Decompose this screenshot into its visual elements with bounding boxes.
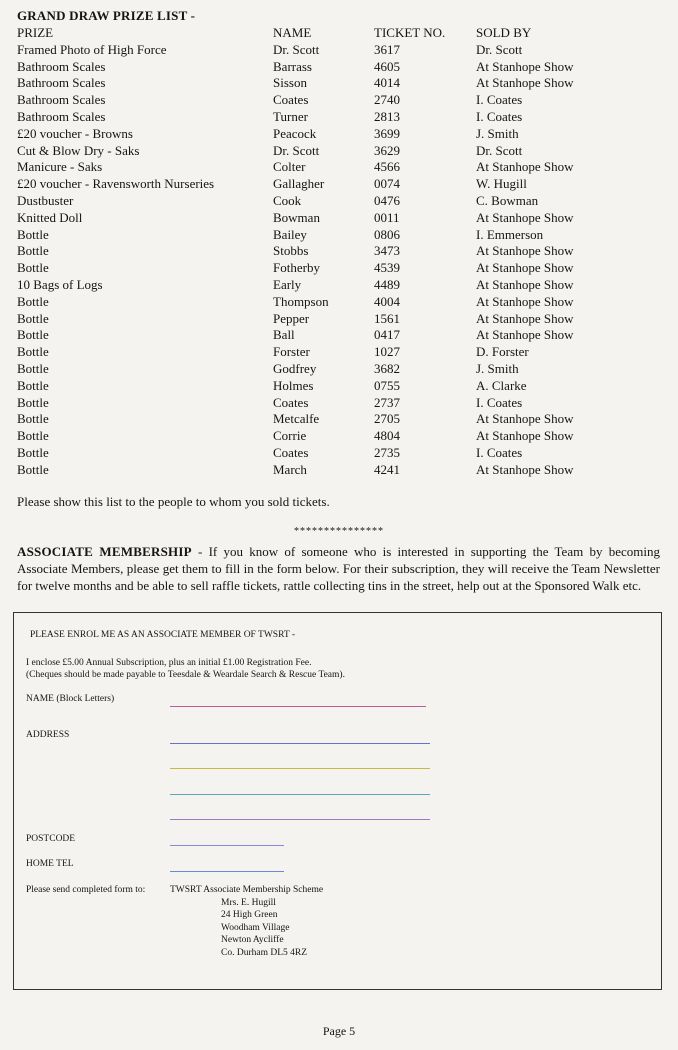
cell-prize: Cut & Blow Dry - Saks bbox=[17, 142, 140, 158]
cell-prize: Bottle bbox=[17, 344, 49, 360]
address-line-1[interactable] bbox=[170, 743, 430, 744]
cell-sold-by: At Stanhope Show bbox=[476, 75, 574, 91]
send-to-line-2: Mrs. E. Hugill bbox=[221, 898, 276, 908]
cell-sold-by: I. Coates bbox=[476, 92, 523, 108]
cell-name: Pepper bbox=[273, 310, 310, 326]
cell-sold-by: At Stanhope Show bbox=[476, 411, 574, 427]
cell-prize: Bottle bbox=[17, 411, 49, 427]
cell-ticket: 4566 bbox=[374, 159, 400, 175]
send-to-line-4: Woodham Village bbox=[221, 923, 290, 933]
cell-ticket: 4241 bbox=[374, 461, 400, 477]
prize-list-heading: GRAND DRAW PRIZE LIST - bbox=[17, 8, 196, 23]
address-line-3[interactable] bbox=[170, 794, 430, 795]
send-to-line-6: Co. Durham DL5 4RZ bbox=[221, 948, 308, 958]
cell-sold-by: At Stanhope Show bbox=[476, 293, 574, 309]
cell-sold-by: W. Hugill bbox=[476, 176, 527, 192]
name-label: NAME (Block Letters) bbox=[26, 694, 115, 704]
cell-sold-by: At Stanhope Show bbox=[476, 58, 574, 74]
cell-prize: Bottle bbox=[17, 444, 49, 460]
separator: *************** bbox=[294, 526, 384, 537]
cell-prize: Bottle bbox=[17, 428, 49, 444]
cell-sold-by: At Stanhope Show bbox=[476, 209, 574, 225]
cell-ticket: 2737 bbox=[374, 394, 400, 410]
cell-prize: Bottle bbox=[17, 226, 49, 242]
cell-prize: £20 voucher - Browns bbox=[17, 125, 133, 141]
cell-name: Thompson bbox=[273, 293, 329, 309]
send-label: Please send completed form to: bbox=[26, 885, 146, 895]
cell-name: Bowman bbox=[273, 209, 320, 225]
cell-sold-by: At Stanhope Show bbox=[476, 276, 574, 292]
cell-sold-by: I. Coates bbox=[476, 444, 523, 460]
cell-sold-by: At Stanhope Show bbox=[476, 243, 574, 259]
cell-name: Godfrey bbox=[273, 360, 317, 376]
cell-ticket: 4605 bbox=[374, 58, 400, 74]
cell-ticket: 2705 bbox=[374, 411, 400, 427]
associate-membership-paragraph bbox=[17, 543, 660, 594]
cell-prize: Dustbuster bbox=[17, 192, 74, 208]
cell-name: Coates bbox=[273, 394, 309, 410]
cell-sold-by: Dr. Scott bbox=[476, 142, 523, 158]
cell-ticket: 1561 bbox=[374, 310, 400, 326]
cell-ticket: 0755 bbox=[374, 377, 400, 393]
postcode-label: POSTCODE bbox=[26, 834, 76, 844]
cell-prize: Bottle bbox=[17, 243, 49, 259]
cell-ticket: 0074 bbox=[374, 176, 400, 192]
cell-prize: Bottle bbox=[17, 260, 49, 276]
cell-name: Cook bbox=[273, 192, 302, 208]
cell-name: March bbox=[273, 461, 307, 477]
cell-name: Dr. Scott bbox=[273, 142, 320, 158]
cell-ticket: 3617 bbox=[374, 41, 400, 57]
cell-name: Dr. Scott bbox=[273, 41, 320, 57]
cell-name: Corrie bbox=[273, 428, 307, 444]
cell-prize: Bottle bbox=[17, 327, 49, 343]
cell-name: Gallagher bbox=[273, 176, 325, 192]
cell-ticket: 2740 bbox=[374, 92, 400, 108]
cell-name: Turner bbox=[273, 108, 308, 124]
cell-ticket: 0011 bbox=[374, 209, 400, 225]
cell-prize: Bathroom Scales bbox=[17, 75, 106, 91]
cell-prize: Bottle bbox=[17, 394, 49, 410]
column-header-prize: PRIZE bbox=[17, 25, 54, 40]
show-list-note: Please show this list to the people to whom you sold tickets. bbox=[17, 494, 330, 509]
cell-ticket: 0417 bbox=[374, 327, 400, 343]
cell-ticket: 3682 bbox=[374, 360, 400, 376]
cell-ticket: 3473 bbox=[374, 243, 400, 259]
address-line-4[interactable] bbox=[170, 819, 430, 820]
cell-prize: Bathroom Scales bbox=[17, 92, 106, 108]
send-to-line-3: 24 High Green bbox=[221, 910, 278, 920]
cell-sold-by: At Stanhope Show bbox=[476, 327, 574, 343]
cell-ticket: 0476 bbox=[374, 192, 400, 208]
address-line-2[interactable] bbox=[170, 768, 430, 769]
cell-name: Peacock bbox=[273, 125, 317, 141]
cell-ticket: 4489 bbox=[374, 276, 400, 292]
cell-ticket: 4004 bbox=[374, 293, 400, 309]
cell-prize: £20 voucher - Ravensworth Nurseries bbox=[17, 176, 215, 192]
cell-name: Forster bbox=[273, 344, 310, 360]
cell-name: Ball bbox=[273, 327, 295, 343]
enrol-heading: PLEASE ENROL ME AS AN ASSOCIATE MEMBER OF TWSRT - bbox=[30, 630, 296, 640]
cell-ticket: 4539 bbox=[374, 260, 400, 276]
cell-ticket: 2813 bbox=[374, 108, 400, 124]
cell-prize: Bottle bbox=[17, 293, 49, 309]
home-tel-label: HOME TEL bbox=[26, 859, 74, 869]
cell-name: Metcalfe bbox=[273, 411, 320, 427]
cell-prize: Manicure - Saks bbox=[17, 159, 103, 175]
cell-name: Coates bbox=[273, 92, 309, 108]
cell-sold-by: At Stanhope Show bbox=[476, 159, 574, 175]
cell-prize: Framed Photo of High Force bbox=[17, 41, 167, 57]
send-to-line-5: Newton Aycliffe bbox=[221, 935, 284, 945]
cell-ticket: 4804 bbox=[374, 428, 400, 444]
column-header-name: NAME bbox=[273, 25, 312, 40]
cell-prize: Knitted Doll bbox=[17, 209, 83, 225]
cell-sold-by: D. Forster bbox=[476, 344, 529, 360]
cell-sold-by: Dr. Scott bbox=[476, 41, 523, 57]
cell-name: Coates bbox=[273, 444, 309, 460]
enclose-text: I enclose £5.00 Annual Subscription, plus an initial £1.00 Registration Fee. bbox=[26, 658, 312, 668]
cell-prize: Bathroom Scales bbox=[17, 58, 106, 74]
cell-sold-by: I. Emmerson bbox=[476, 226, 544, 242]
cell-ticket: 4014 bbox=[374, 75, 400, 91]
cell-ticket: 0806 bbox=[374, 226, 400, 242]
cell-name: Barrass bbox=[273, 58, 312, 74]
cell-prize: Bottle bbox=[17, 360, 49, 376]
cell-sold-by: At Stanhope Show bbox=[476, 461, 574, 477]
cell-sold-by: I. Coates bbox=[476, 394, 523, 410]
cell-prize: 10 Bags of Logs bbox=[17, 276, 103, 292]
column-header-ticket: TICKET NO. bbox=[374, 25, 446, 40]
associate-membership-title: ASSOCIATE MEMBERSHIP bbox=[17, 544, 192, 559]
cell-prize: Bottle bbox=[17, 461, 49, 477]
cell-name: Stobbs bbox=[273, 243, 309, 259]
cell-sold-by: At Stanhope Show bbox=[476, 310, 574, 326]
home-tel-line[interactable] bbox=[170, 871, 284, 872]
cell-ticket: 3699 bbox=[374, 125, 400, 141]
cell-name: Holmes bbox=[273, 377, 314, 393]
cheques-text: (Cheques should be made payable to Teesdale & Weardale Search & Rescue Team). bbox=[26, 670, 345, 680]
cell-ticket: 1027 bbox=[374, 344, 400, 360]
associate-membership-text: - If you know of someone who is interested in supporting the Team by becoming Associate Members, please get them to fill in the form below. For their subscription, they will receive the Team Newsletter for twelve months and be able to sell raffle tickets, rattle collecting tins in the street, help out at the Sponsored Walk etc. bbox=[17, 544, 660, 593]
cell-ticket: 3629 bbox=[374, 142, 400, 158]
cell-name: Bailey bbox=[273, 226, 307, 242]
postcode-line[interactable] bbox=[170, 845, 284, 846]
cell-name: Fotherby bbox=[273, 260, 320, 276]
cell-sold-by: C. Bowman bbox=[476, 192, 539, 208]
page-number: Page 5 bbox=[322, 1024, 356, 1038]
cell-prize: Bottle bbox=[17, 377, 49, 393]
address-label: ADDRESS bbox=[26, 730, 70, 740]
cell-sold-by: A. Clarke bbox=[476, 377, 527, 393]
cell-ticket: 2735 bbox=[374, 444, 400, 460]
cell-name: Colter bbox=[273, 159, 306, 175]
cell-sold-by: At Stanhope Show bbox=[476, 428, 574, 444]
name-line[interactable] bbox=[170, 706, 426, 707]
cell-name: Sisson bbox=[273, 75, 307, 91]
cell-sold-by: I. Coates bbox=[476, 108, 523, 124]
enrolment-form bbox=[13, 612, 662, 990]
cell-name: Early bbox=[273, 276, 302, 292]
cell-sold-by: At Stanhope Show bbox=[476, 260, 574, 276]
column-header-sold-by: SOLD BY bbox=[476, 25, 532, 40]
cell-sold-by: J. Smith bbox=[476, 360, 519, 376]
cell-prize: Bathroom Scales bbox=[17, 108, 106, 124]
cell-prize: Bottle bbox=[17, 310, 49, 326]
send-to-line-1: TWSRT Associate Membership Scheme bbox=[170, 885, 324, 895]
cell-sold-by: J. Smith bbox=[476, 125, 519, 141]
